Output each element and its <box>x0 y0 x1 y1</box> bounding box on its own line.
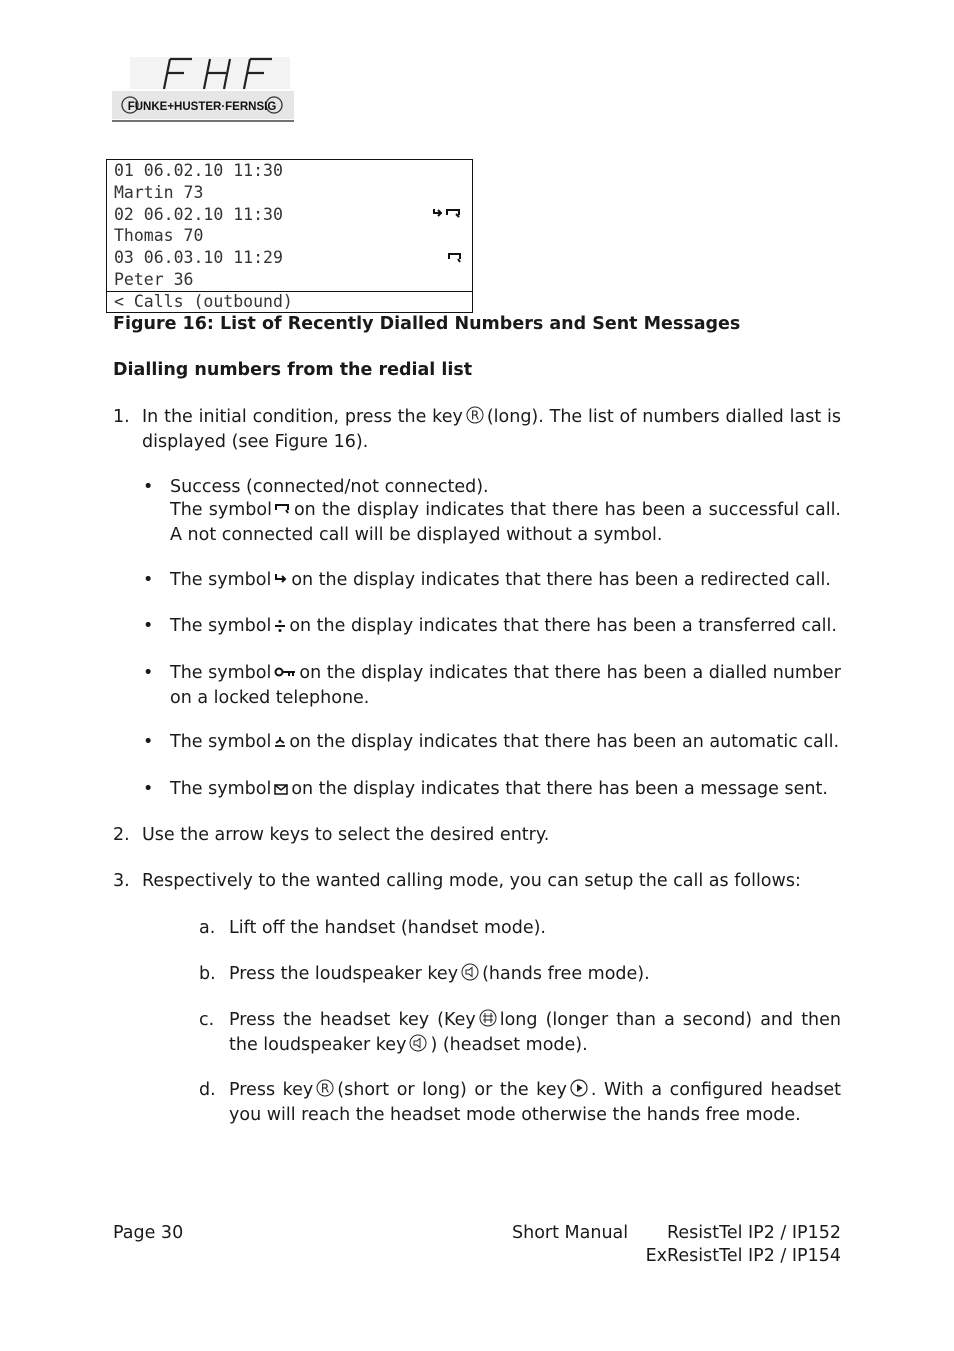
page-number: Page 30 <box>113 1223 184 1243</box>
step-number: 1. <box>113 407 130 427</box>
redirected-success-icon <box>432 206 462 225</box>
substep-d-text: Press key R (short or long) or the key . With a configured headset you will reach the headset mode otherwise the hands free mode. <box>229 1080 841 1125</box>
substep-label: c. <box>199 1010 215 1030</box>
svg-text:R: R <box>321 1081 330 1096</box>
loudspeaker-key-icon <box>409 1034 427 1059</box>
phone-display <box>106 159 473 313</box>
bullet-dot: • <box>143 732 154 752</box>
play-key-icon <box>570 1079 588 1104</box>
bullet-dot: • <box>143 663 154 683</box>
redial-key-icon <box>316 1079 334 1104</box>
substep-label: d. <box>199 1080 216 1100</box>
display-status-bar: < Calls (outbound) <box>107 291 472 313</box>
display-row: 03 06.03.10 11:29 <box>114 248 283 267</box>
svg-text:R: R <box>470 408 479 423</box>
bullet-redirected: The symbol on the display indicates that there has been a redirected call. <box>170 569 841 594</box>
display-row: Martin 73 <box>114 183 204 202</box>
bullet-transferred: The symbol on the display indicates that there has been a transferred call. <box>170 615 841 640</box>
substep-label: b. <box>199 964 216 984</box>
loudspeaker-key-icon <box>461 963 479 988</box>
transferred-call-icon <box>274 617 286 640</box>
bullet-locked: The symbol on the display indicates that there has been a dialled number on a locked telephone. <box>170 663 842 708</box>
step-3-text: Respectively to the wanted calling mode, you can setup the call as follows: <box>142 871 801 891</box>
display-row: Thomas 70 <box>114 226 204 245</box>
key-lock-icon <box>274 664 296 687</box>
bullet-success: Success (connected/not connected). The symbol on the display indicates that there has been a successful call. A not connected call will be displayed without a symbol. <box>170 477 841 545</box>
bullet-dot: • <box>143 779 154 799</box>
success-call-icon <box>448 250 462 269</box>
substep-b-text: Press the loudspeaker key (hands free mode). <box>229 963 841 988</box>
manual-title: Short Manual <box>512 1223 629 1243</box>
step-number: 2. <box>113 825 130 845</box>
product-name-1: ResistTel IP2 / IP152 <box>667 1223 841 1243</box>
success-call-icon <box>275 501 291 524</box>
redirected-call-icon <box>274 571 288 594</box>
figure-caption: Figure 16: List of Recently Dialled Numbers and Sent Messages <box>113 314 741 334</box>
display-row: Peter 36 <box>114 270 194 289</box>
step-number: 3. <box>113 871 130 891</box>
automatic-call-icon <box>274 733 286 756</box>
bullet-message: The symbol on the display indicates that there has been a message sent. <box>170 778 841 803</box>
bullet-automatic: The symbol on the display indicates that there has been an automatic call. <box>170 731 841 756</box>
message-sent-icon <box>274 780 288 803</box>
redial-key-icon <box>466 406 484 431</box>
substep-label: a. <box>199 918 216 938</box>
display-row: 02 06.02.10 11:30 <box>114 205 283 224</box>
section-heading: Dialling numbers from the redial list <box>113 360 473 380</box>
product-name-2: ExResistTel IP2 / IP154 <box>645 1246 841 1266</box>
bullet-dot: • <box>143 616 154 636</box>
display-row: 01 06.02.10 11:30 <box>114 161 283 180</box>
substep-a-text: Lift off the handset (handset mode). <box>229 918 546 938</box>
bullet-dot: • <box>143 570 154 590</box>
substep-c-text: Press the headset key (Key long (longer than a second) and then the loudspeaker key ) (headset mode). <box>229 1009 841 1059</box>
step-1-text: In the initial condition, press the key R (long). The list of numbers dialled last is displayed (see Figure 16). <box>142 407 841 452</box>
step-2-text: Use the arrow keys to select the desired entry. <box>142 825 550 845</box>
headset-key-icon <box>479 1009 497 1034</box>
logo-company-text: FUNKE+HUSTER·FERNSIG <box>127 101 277 113</box>
company-logo <box>112 55 294 123</box>
bullet-dot: • <box>143 477 154 497</box>
